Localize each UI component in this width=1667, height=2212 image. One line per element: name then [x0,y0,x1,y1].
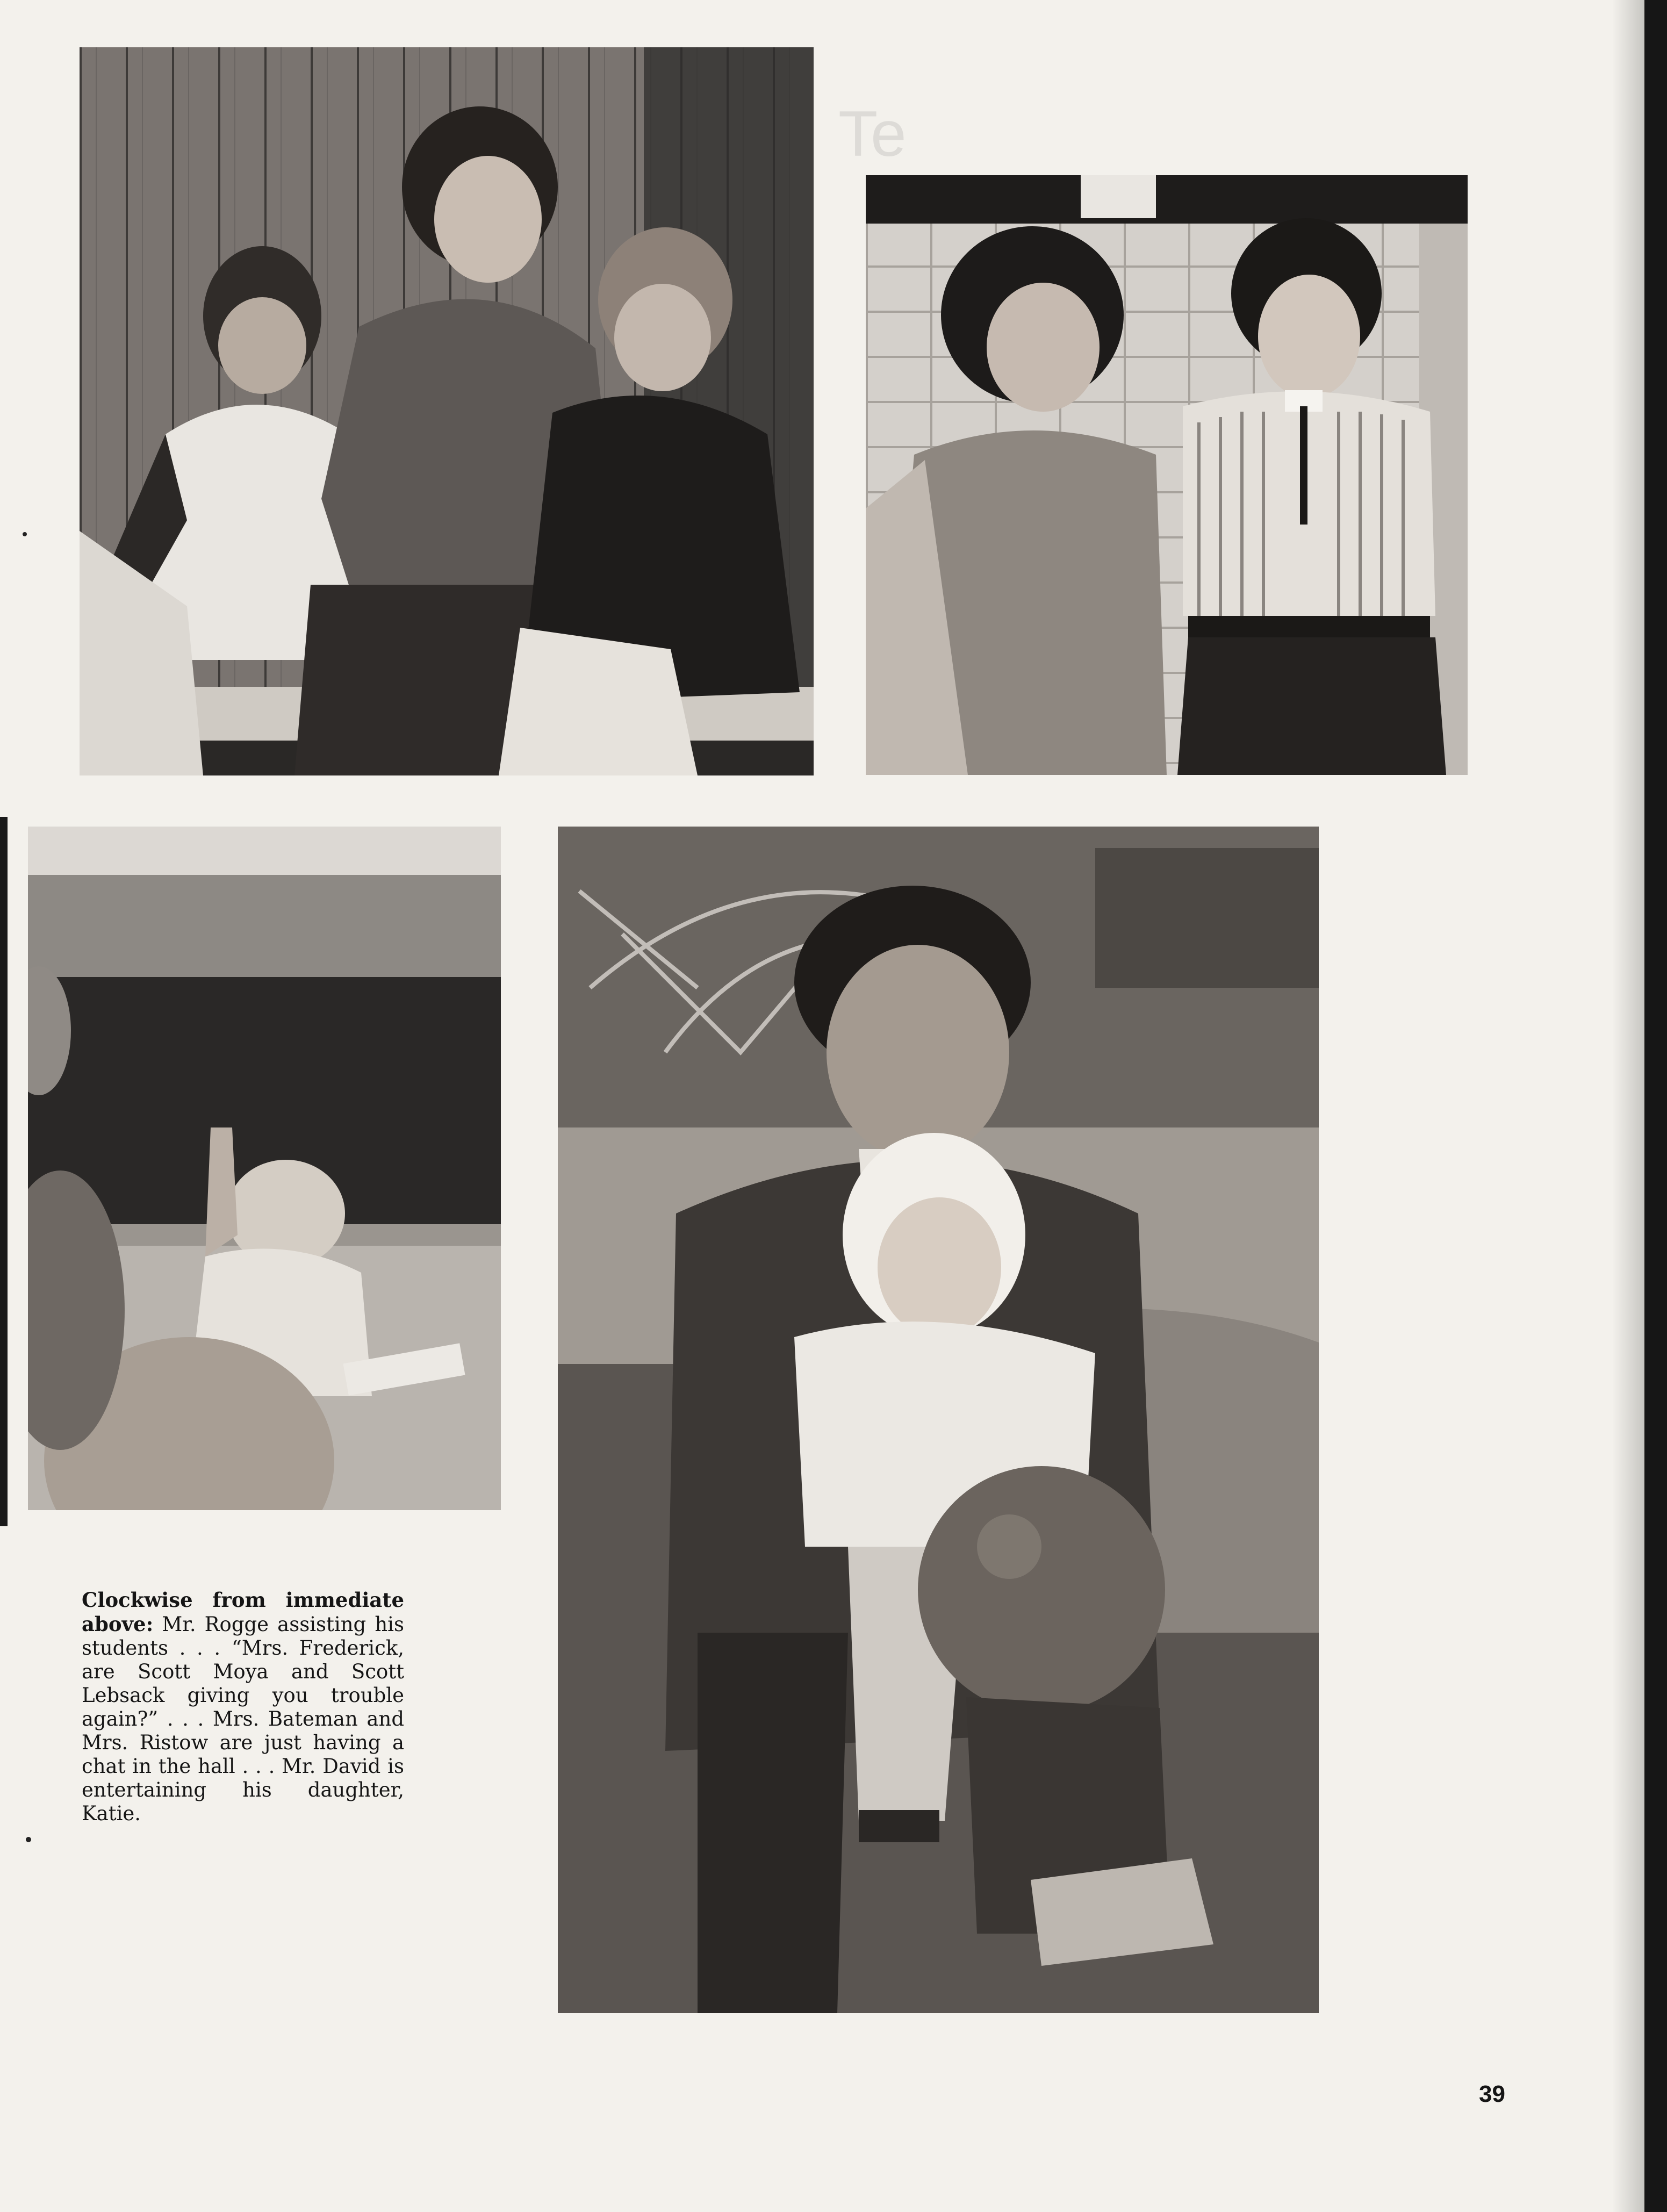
photo-classroom-students-image [28,827,501,1510]
print-speck [23,532,27,536]
binding-edge [0,817,8,1526]
caption-body: Mr. Rogge assisting his students . . . “Mrs. Frederick, are Scott Moya and Scott Lebsack giving you trouble again?” . . . Mrs. Bateman and Mrs. Ristow are just having a chat in the hall . . . Mr. David is entertaining his daughter, Katie. [82,1613,404,1825]
caption-lead: Clockwise from immediate above: [82,1588,404,1636]
page-number: 39 [1479,2081,1505,2107]
print-speck [26,1837,31,1842]
photo-classroom-students [28,827,501,1510]
photo-caption [82,1588,404,1826]
bleed-through-title: Te [838,98,907,170]
photo-two-teachers-in-hall-image [866,175,1468,775]
page-edge-shadow [1612,0,1644,2212]
photo-two-teachers-in-hall [866,175,1468,775]
photo-teacher-with-two-students-image [80,47,814,775]
photo-teacher-with-two-students [80,47,814,775]
photo-father-with-daughter-playground [558,827,1319,2013]
photo-father-with-daughter-playground-image [558,827,1319,2013]
